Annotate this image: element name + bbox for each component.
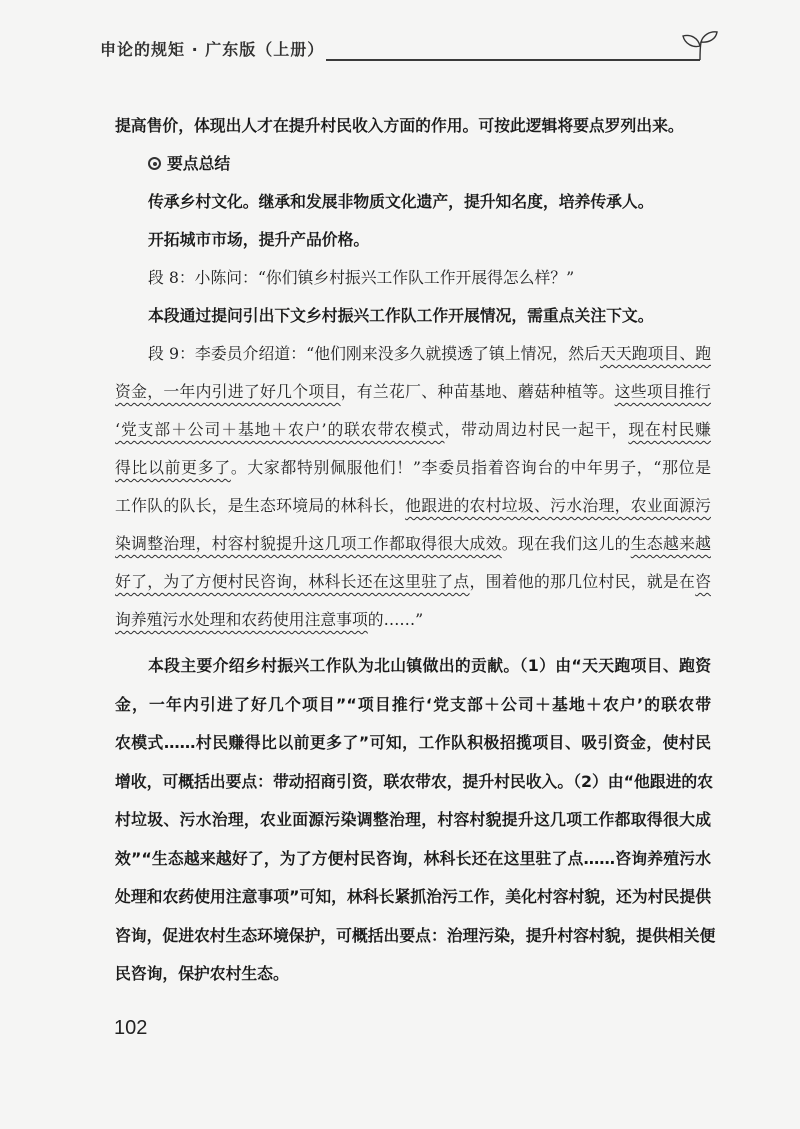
analysis-line: 增收，可概括出要点：带动招商引资，联农带农，提升村民收入。（2）由“他跟进的农: [115, 771, 713, 791]
underlined-phrase: 他跟进的农村垃圾、污水治理，农业面源污: [405, 496, 711, 515]
quote-text: 。大家都特别佩服他们！”李委员指着咨询台的中年男子，“那位是: [230, 458, 711, 477]
segment-8-quote: 段 8：小陈问：“你们镇乡村振兴工作队工作开展得怎么样？”: [148, 268, 575, 287]
quote-line: [115, 411, 711, 449]
quote-line: [115, 449, 711, 487]
underlined-phrase: 询养殖污水处理和农药使用注意事项: [115, 610, 368, 629]
quote-line: [115, 563, 711, 601]
header-rule: [326, 59, 700, 61]
running-header-title: 申论的规矩 · 广东版（上册）: [100, 40, 325, 59]
circle-bullet-icon: [148, 157, 161, 170]
underlined-phrase: 资金，一年内引进了好几个项目: [115, 382, 341, 401]
analysis-line: 村垃圾、污水治理，农业面源污染调整治理，村容村貌提升这几项工作都取得很大成: [115, 810, 711, 829]
analysis-line: 本段主要介绍乡村振兴工作队为北山镇做出的贡献。（1）由“天天跑项目、跑资: [148, 656, 711, 675]
analysis-line: 咨询，促进农村生态环境保护，可概括出要点：治理污染，提升村容村貌，提供相关便: [115, 925, 716, 945]
underlined-phrase: 染调整治理，村容村貌提升这几项工作都取得很大成效: [115, 534, 502, 553]
segment-9-quote: [115, 335, 711, 639]
summary-point: 开拓城市市场，提升产品价格。: [148, 230, 370, 249]
underlined-phrase: 生态越来越: [630, 534, 711, 553]
page-number: 102: [114, 1017, 148, 1039]
summary-heading: [115, 145, 711, 183]
quote-text: 的……”: [367, 610, 424, 629]
summary-point: 传承乡村文化。继承和发展非物质文化遗产，提升知名度，培养传承人。: [148, 192, 654, 211]
page-body: [115, 107, 716, 994]
quote-line: [115, 373, 711, 411]
analysis-line: 处理和农药使用注意事项”可知，林科长紧抓治污工作，美化村容村貌，还为村民提供: [115, 887, 711, 906]
intro-line: 提高售价，体现出人才在提升村民收入方面的作用。可按此逻辑将要点罗列出来。: [115, 116, 684, 135]
underlined-phrase: 现在村民赚: [628, 420, 711, 439]
quote-text: 工作队的队长，是生态环境局的林科长，: [115, 496, 406, 515]
analysis-line: 金，一年内引进了好几个项目”“项目推行‘党支部＋公司＋基地＋农户’的联农带: [115, 694, 711, 714]
quote-text: 。现在我们这儿的: [501, 534, 631, 553]
quote-line: [115, 525, 711, 563]
summary-heading-label: 要点总结: [167, 154, 231, 173]
quote-text: ，围着他的那几位村民，就是在: [469, 572, 696, 591]
underlined-phrase: 天天跑项目、跑: [599, 344, 711, 363]
underlined-phrase: ‘党支部＋公司＋基地＋农户’的联农带农模式: [115, 420, 445, 439]
quote-text: ，带动周边村民一起干，: [444, 420, 629, 439]
quote-line: [115, 487, 711, 525]
quote-line: [115, 335, 711, 373]
underlined-phrase: 好了，为了方便村民咨询，林科长还在这里驻了点: [115, 572, 470, 591]
quote-text: 段 9：李委员介绍道：“他们刚来没多久就摸透了镇上情况，然后: [148, 344, 600, 363]
underlined-phrase: 得比以前更多了: [115, 458, 231, 477]
underlined-phrase: 这些项目推行: [614, 382, 711, 401]
underlined-phrase: 咨: [695, 572, 711, 591]
quote-text: ，有兰花厂、种苗基地、蘑菇种植等。: [340, 382, 615, 401]
analysis-line: 农模式……村民赚得比以前更多了”可知，工作队积极招揽项目、吸引资金，使村民: [115, 733, 711, 752]
segment-8-analysis: 本段通过提问引出下文乡村振兴工作队工作开展情况，需重点关注下文。: [148, 306, 654, 325]
sprout-icon: [680, 27, 720, 61]
segment-9-analysis: [115, 647, 716, 994]
analysis-line: 民咨询，保护农村生态。: [115, 964, 289, 983]
analysis-line: 效”“生态越来越好了，为了方便村民咨询，林科长还在这里驻了点……咨询养殖污水: [115, 848, 711, 868]
quote-line: [115, 601, 711, 639]
